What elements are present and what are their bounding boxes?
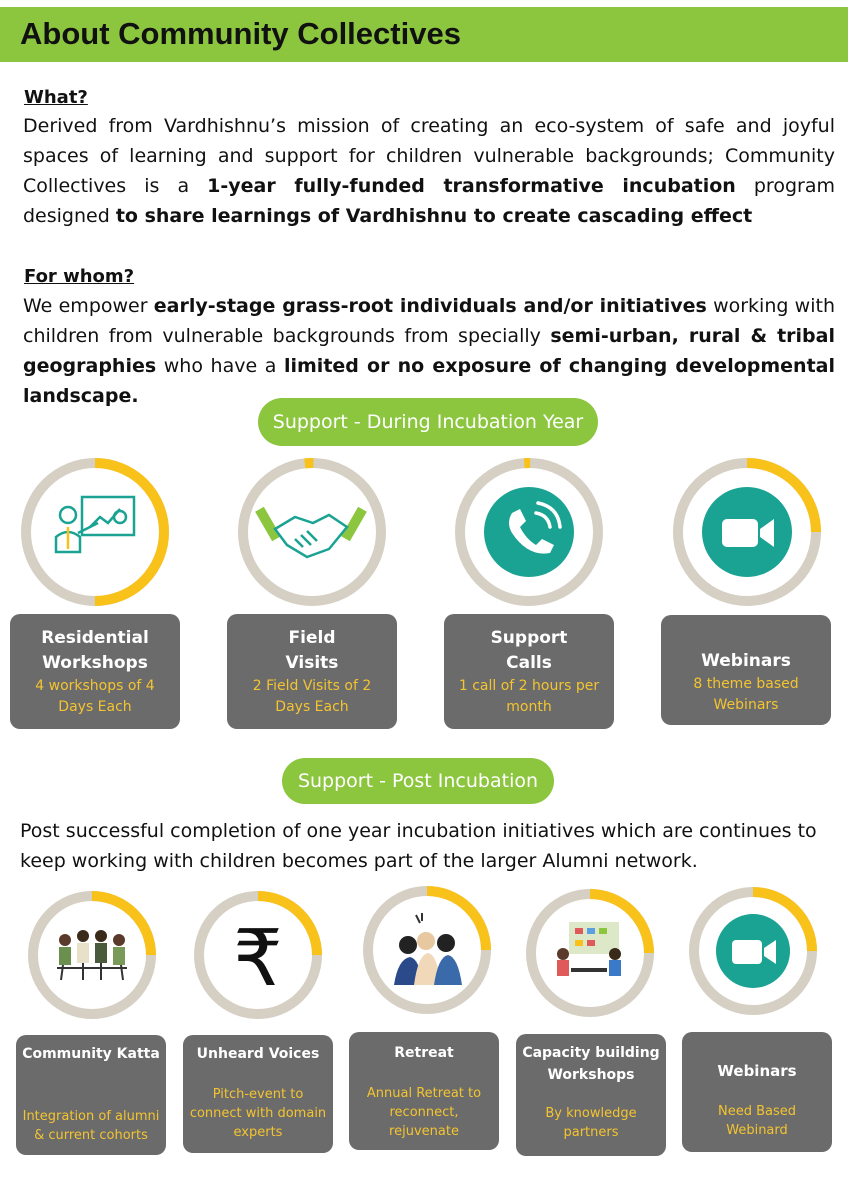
phone-icon: [484, 487, 574, 577]
card-desc-line-2: month: [506, 699, 552, 715]
card-support-calls: [444, 614, 614, 729]
during-incubation-pill: Support - During Incubation Year: [258, 398, 598, 446]
card-desc-line-2: Webinars: [713, 697, 779, 713]
card-desc-line-2: reconnect,: [389, 1105, 459, 1120]
card-desc-line-2: connect with domain: [189, 1106, 327, 1121]
whom-paragraph: [23, 291, 835, 411]
rupee-icon: [233, 914, 283, 1004]
card-desc-line-1: 1 call of 2 hours per: [458, 678, 600, 694]
video-camera-icon: [716, 914, 790, 988]
card-desc-line-1: 2 Field Visits of 2: [252, 678, 372, 694]
ring-unheard-voices: [193, 890, 323, 1020]
svg-text:₹: ₹: [233, 914, 283, 1004]
whom-bold-2: semi-urban, rural & tribal geographies: [23, 325, 835, 377]
card-title-line-1: Support: [490, 628, 568, 648]
presentation-icon: [56, 497, 134, 552]
card-desc-line-2: Webinard: [726, 1123, 788, 1138]
post-paragraph: [20, 816, 840, 876]
team-workshop-icon: [557, 922, 621, 976]
card-field-visits: [227, 614, 397, 729]
card-desc-line-1: Need Based: [717, 1104, 796, 1119]
card-desc-line-1: 4 workshops of 4: [35, 678, 155, 694]
card-desc-line-2: & current cohorts: [34, 1128, 148, 1143]
ring-capacity-building: [525, 888, 655, 1018]
card-title-line-2: Visits: [285, 653, 339, 673]
whom-text-1: We empower: [23, 295, 154, 317]
card-residential-workshops: [10, 614, 180, 729]
card-title-line-1: Webinars: [701, 651, 791, 671]
card-desc-line-1: Annual Retreat to: [366, 1086, 482, 1101]
page-title: About Community Collectives: [20, 16, 461, 51]
card-desc-line-1: Pitch-event to: [212, 1087, 304, 1102]
whom-text-3: who have a: [156, 355, 284, 377]
what-heading: What?: [24, 87, 88, 108]
card-desc-line-3: rejuvenate: [389, 1124, 459, 1139]
post-text-line-1: Post successful completion of one year incubation initiatives which are continues to: [20, 820, 817, 842]
card-desc-line-2: Days Each: [58, 699, 132, 715]
card-post-webinars: [682, 1032, 832, 1152]
card-title-line-1: Residential: [41, 628, 149, 648]
card-title-line-2: Workshops: [42, 653, 148, 673]
whom-heading: For whom?: [24, 266, 135, 287]
card-desc-line-1: By knowledge: [545, 1106, 637, 1121]
card-title-line-2: Workshops: [547, 1067, 635, 1083]
card-community-katta: [16, 1035, 166, 1155]
post-incubation-pill: Support - Post Incubation: [282, 758, 554, 804]
friends-hug-icon: [394, 913, 462, 985]
card-title-line-1: Retreat: [394, 1045, 454, 1061]
ring-community-katta: [27, 890, 157, 1020]
card-capacity-building: [516, 1034, 666, 1156]
ring-retreat: [362, 885, 492, 1015]
card-desc-line-2: Days Each: [275, 699, 349, 715]
what-text-1: Derived from Vardhishnu’s mission of creating an eco-system of safe and joyful spaces of learning and support for children vulnerable backgrounds; Community Collectives is a: [23, 115, 835, 197]
ring-field-visits: [237, 457, 387, 607]
what-bold-2: to share learnings of Vardhishnu to create cascading effect: [115, 205, 753, 227]
card-title-line-1: Field: [288, 628, 336, 648]
card-desc-line-2: partners: [563, 1125, 619, 1140]
card-unheard-voices: [183, 1035, 333, 1153]
card-webinars: [661, 615, 831, 725]
what-bold-1: 1-year fully-funded transformative incubation: [207, 175, 736, 197]
card-title-line-1: Community Katta: [22, 1046, 160, 1062]
handshake-icon: [255, 507, 367, 557]
card-desc-line-3: experts: [233, 1125, 283, 1140]
ring-residential: [20, 457, 170, 607]
what-text-2: program designed: [23, 175, 835, 227]
ring-support-calls: [454, 457, 604, 607]
whom-bold-3: limited or no exposure of changing developmental landscape.: [23, 355, 835, 407]
card-title-line-1: Webinars: [717, 1062, 797, 1080]
video-camera-icon: [702, 487, 792, 577]
ring-post-webinars: [688, 886, 818, 1016]
card-title-line-1: Capacity building: [522, 1045, 660, 1061]
card-retreat: [349, 1032, 499, 1150]
card-title-line-1: Unheard Voices: [196, 1046, 320, 1062]
what-paragraph: [23, 111, 835, 231]
whom-bold-1: early-stage grass-root individuals and/or initiatives: [153, 295, 707, 317]
group-meeting-icon: [57, 930, 127, 980]
post-text-line-2: keep working with children becomes part of the larger Alumni network.: [20, 850, 698, 872]
ring-webinars: [672, 457, 822, 607]
card-title-line-2: Calls: [506, 653, 552, 673]
card-desc-line-1: Integration of alumni: [22, 1109, 160, 1124]
whom-text-2: working with children from vulnerable backgrounds from specially: [23, 295, 835, 347]
card-desc-line-1: 8 theme based: [693, 676, 799, 692]
